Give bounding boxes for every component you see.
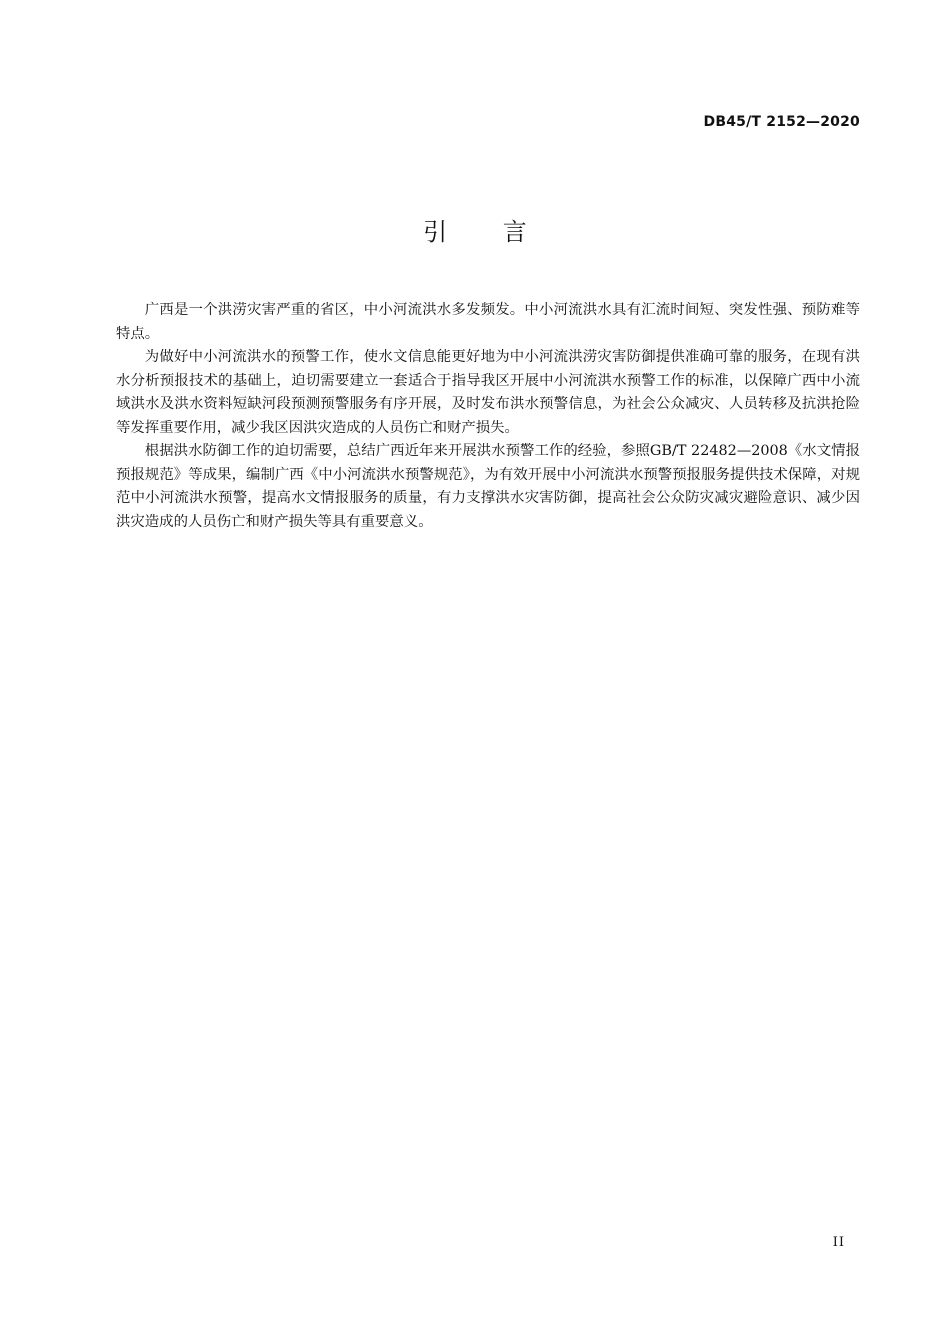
standard-code: DB45/T 2152—2020 [703, 114, 860, 130]
introduction-body [116, 299, 860, 534]
page-number: II [832, 1235, 845, 1250]
paragraph-3: 根据洪水防御工作的迫切需要，总结广西近年来开展洪水预警工作的经验，参照GB/T 22482—2008《水文情报预报规范》等成果，编制广西《中小河流洪水预警规范》，为有效开展中小河流洪水预警预报服务提供技术保障，对规范中小河流洪水预警，提高水文情报服务的质量，有力支撑洪水灾害防御，提高社会公众防灾减灾避险意识、减少因洪灾造成的人员伤亡和财产损失等具有重要意义。 [116, 443, 860, 530]
paragraph-2: 为做好中小河流洪水的预警工作，使水文信息能更好地为中小河流洪涝灾害防御提供准确可靠的服务，在现有洪水分析预报技术的基础上，迫切需要建立一套适合于指导我区开展中小河流洪水预警工作的标准，以保障广西中小流域洪水及洪水资料短缺河段预测预警服务有序开展，及时发布洪水预警信息，为社会公众减灾、人员转移及抗洪抢险等发挥重要作用，减少我区因洪灾造成的人员伤亡和财产损失。 [116, 349, 860, 436]
paragraph-1: 广西是一个洪涝灾害严重的省区，中小河流洪水多发频发。中小河流洪水具有汇流时间短、突发性强、预防难等特点。 [116, 302, 860, 342]
section-title: 引 言 [423, 218, 551, 246]
